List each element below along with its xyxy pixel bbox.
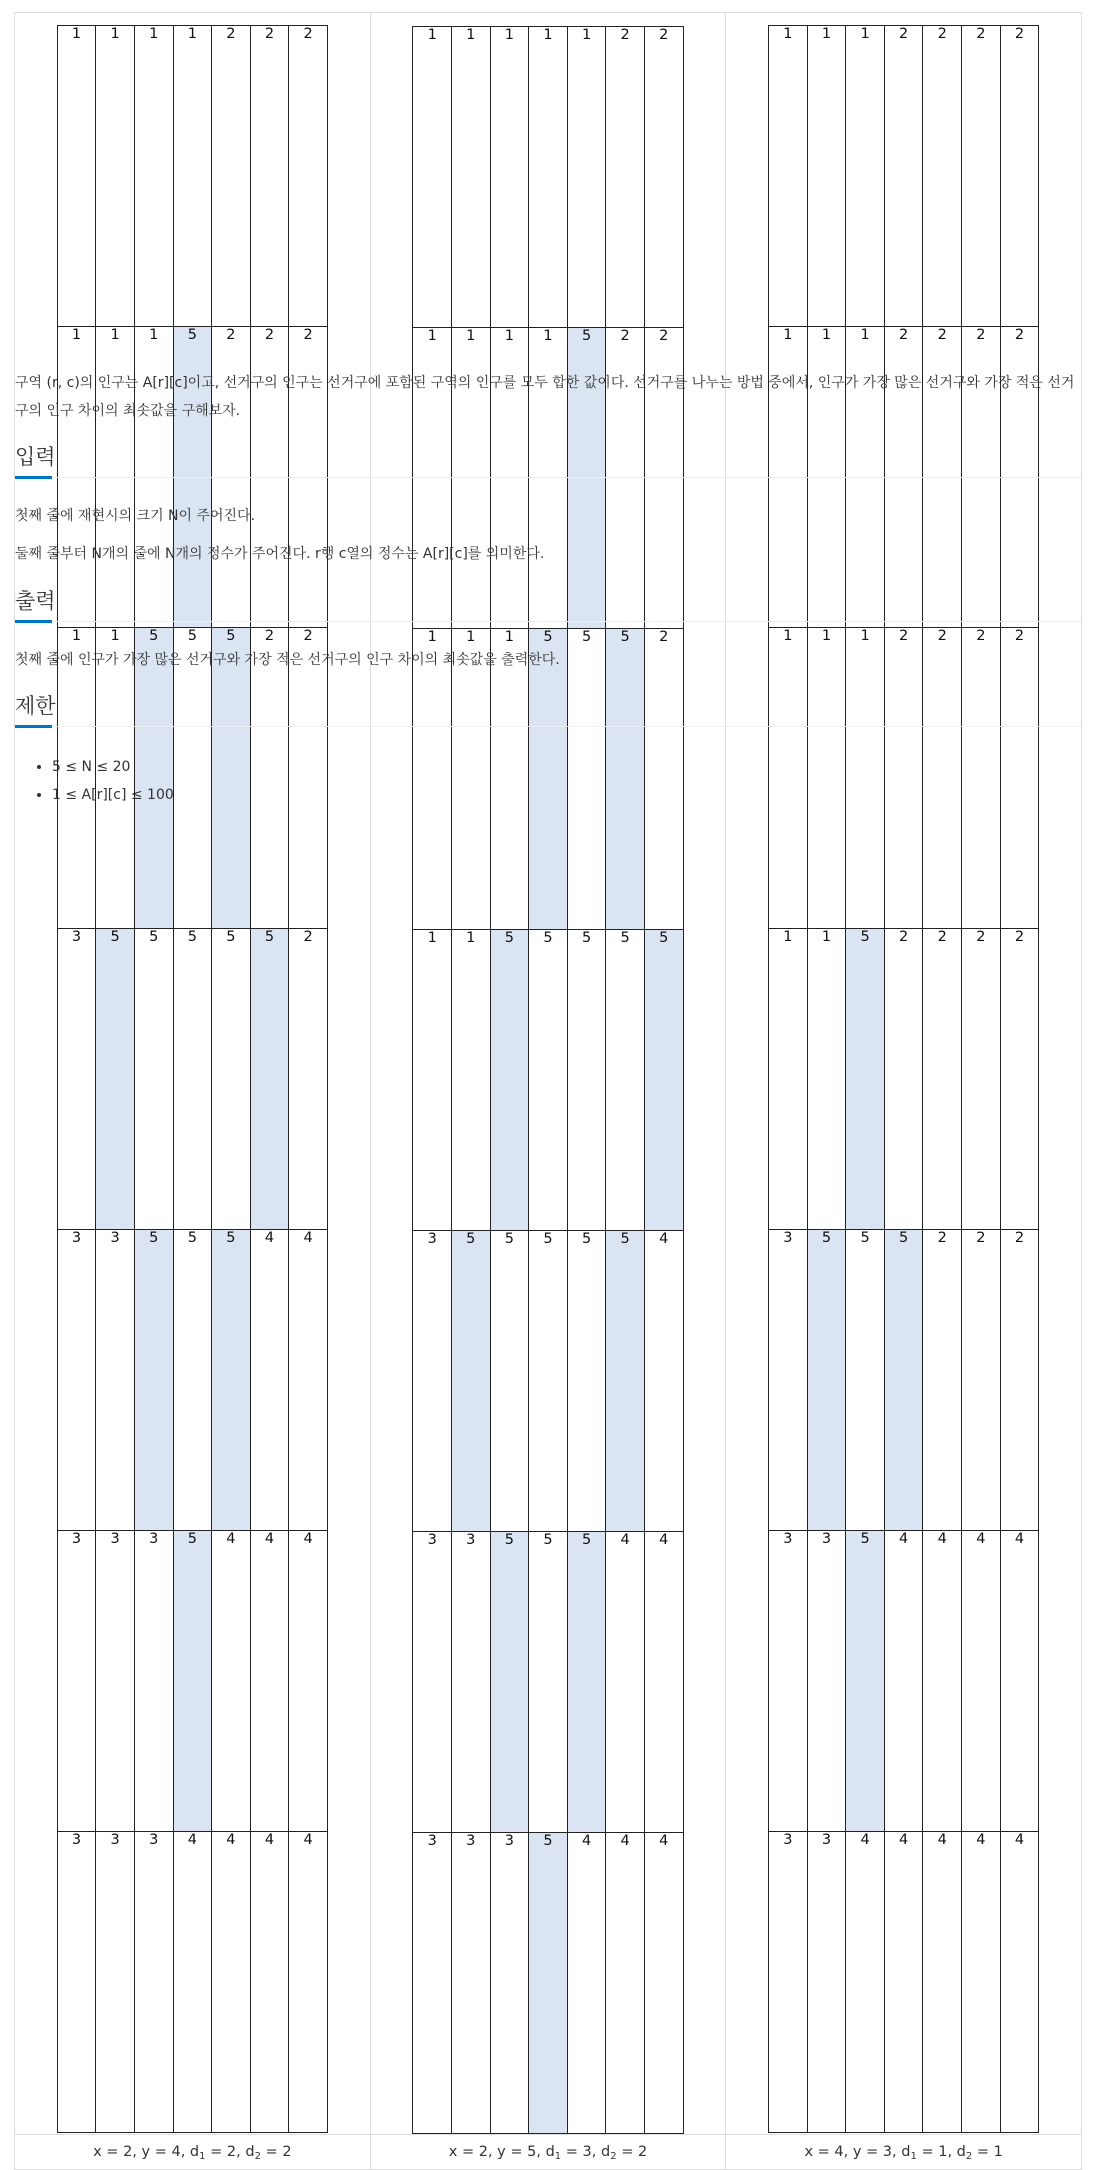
grid-cell: 5 bbox=[567, 328, 606, 629]
grid-cell: 3 bbox=[769, 1832, 808, 2133]
example-caption-3: x = 4, y = 3, $d_1 = 1$, $d_2 = 1$ bbox=[726, 2135, 1082, 2170]
grid-cell: 5 bbox=[567, 930, 606, 1231]
grid-cell: 1 bbox=[134, 26, 173, 327]
grid-cell: 3 bbox=[490, 1833, 529, 2134]
grid-cell: 1 bbox=[452, 328, 491, 629]
input-line-1: 첫째 줄에 재현시의 크기 N이 주어진다. bbox=[15, 508, 256, 524]
grid-cell: 2 bbox=[250, 327, 289, 628]
grid-cell: 3 bbox=[57, 1832, 96, 2133]
grid-cell: 1 bbox=[769, 628, 808, 929]
grid-cell: 1 bbox=[807, 929, 846, 1230]
section-underline bbox=[15, 620, 52, 623]
grid-cell: 1 bbox=[567, 27, 606, 328]
grid-cell: 2 bbox=[606, 27, 645, 328]
grid-cell: 5 bbox=[567, 1231, 606, 1532]
grid-cell: 1 bbox=[846, 327, 885, 628]
grid-cell: 2 bbox=[212, 327, 251, 628]
limit-item: • 1 ≤ A[r][c] ≤ 100 bbox=[52, 781, 174, 809]
grid-cell: 5 bbox=[567, 629, 606, 930]
grid-cell: 5 bbox=[606, 930, 645, 1231]
grid-row bbox=[769, 26, 1039, 327]
grid-cell: 4 bbox=[173, 1832, 212, 2133]
grid-cell: 1 bbox=[452, 629, 491, 930]
grid-cell: 5 bbox=[846, 1230, 885, 1531]
grid-cell: 3 bbox=[807, 1531, 846, 1832]
input-section-header bbox=[15, 441, 1083, 478]
grid-cell: 2 bbox=[962, 1230, 1001, 1531]
grid-cell: 5 bbox=[134, 628, 173, 929]
grid-cell: 5 bbox=[173, 929, 212, 1230]
grid-cell: 3 bbox=[57, 1531, 96, 1832]
grid-cell: 2 bbox=[884, 929, 923, 1230]
input-line-2: 둘째 줄부터 N개의 줄에 N개의 정수가 주어진다. r행 c열의 정수는 A[r][c]를 의미한다. bbox=[15, 546, 545, 562]
grid-cell: 1 bbox=[413, 27, 452, 328]
grid-cell: 5 bbox=[567, 1532, 606, 1833]
grid-cell: 2 bbox=[1000, 327, 1039, 628]
grid-cell: 5 bbox=[884, 1230, 923, 1531]
output-section-header bbox=[15, 585, 1083, 622]
caption-x: 2 bbox=[123, 2144, 133, 2160]
grid-cell: 4 bbox=[289, 1230, 328, 1531]
grid-cell: 1 bbox=[807, 26, 846, 327]
grid-cell: 3 bbox=[413, 1231, 452, 1532]
grid-cell: 2 bbox=[884, 327, 923, 628]
grid-cell: 1 bbox=[846, 26, 885, 327]
grid-row bbox=[57, 1230, 327, 1531]
grid-cell: 5 bbox=[490, 1532, 529, 1833]
grid-cell: 5 bbox=[212, 1230, 251, 1531]
example-caption-2: x = 2, y = 5, $d_1 = 3$, $d_2 = 2$ bbox=[370, 2135, 726, 2170]
grid-cell: 3 bbox=[769, 1230, 808, 1531]
grid-cell: 4 bbox=[923, 1832, 962, 2133]
grid-cell: 3 bbox=[96, 1230, 135, 1531]
grid-cell: 5 bbox=[134, 1230, 173, 1531]
grid-cell: 1 bbox=[413, 930, 452, 1231]
grid-cell: 3 bbox=[769, 1531, 808, 1832]
grid-cell: 1 bbox=[96, 26, 135, 327]
grid-cell: 5 bbox=[490, 930, 529, 1231]
grid-cell: 3 bbox=[57, 929, 96, 1230]
caption-x: 4 bbox=[834, 2144, 844, 2160]
grid-cell: 4 bbox=[250, 1832, 289, 2133]
grid-cell: 2 bbox=[923, 26, 962, 327]
grid-cell: 2 bbox=[289, 628, 328, 929]
grid-cell: 5 bbox=[529, 1532, 568, 1833]
grid-cell: 5 bbox=[173, 1531, 212, 1832]
grid-cell: 2 bbox=[923, 1230, 962, 1531]
grid-cell: 5 bbox=[96, 929, 135, 1230]
grid-cell: 5 bbox=[529, 1231, 568, 1532]
problem-description: 구역 (r, c)의 인구는 A[r][c]이고, 선거구의 인구는 선거구에 포함된 구역의 인구를 모두 합한 값이다. 선거구를 나누는 방법 중에서, 인구가 가장 많은 선거구와 가장 적은 선거구의 인구 차이의 최솟값을 구해보자. bbox=[15, 375, 1075, 419]
caption-d1: 2 bbox=[226, 2144, 237, 2160]
grid-cell: 2 bbox=[644, 629, 683, 930]
grid-cell: 4 bbox=[250, 1531, 289, 1832]
grid-row bbox=[413, 1833, 683, 2134]
grid-cell: 4 bbox=[923, 1531, 962, 1832]
example-cell-3 bbox=[726, 13, 1082, 2135]
grid-cell: 4 bbox=[846, 1832, 885, 2133]
grid-cell: 2 bbox=[884, 628, 923, 929]
caption-x: 2 bbox=[478, 2144, 488, 2160]
grid-row bbox=[413, 930, 683, 1231]
grid-cell: 5 bbox=[173, 628, 212, 929]
section-underline bbox=[15, 725, 52, 728]
grid-cell: 3 bbox=[452, 1532, 491, 1833]
grid-cell: 4 bbox=[212, 1531, 251, 1832]
grid-cell: 4 bbox=[1000, 1531, 1039, 1832]
example-grid-1 bbox=[57, 25, 328, 2133]
grid-cell: 2 bbox=[606, 328, 645, 629]
grid-cell: 4 bbox=[884, 1531, 923, 1832]
caption-y: 3 bbox=[882, 2144, 893, 2160]
grid-cell: 1 bbox=[134, 327, 173, 628]
example-cell-2 bbox=[370, 13, 726, 2135]
grid-cell: 3 bbox=[413, 1833, 452, 2134]
limits-section-header bbox=[15, 690, 1083, 727]
grid-cell: 1 bbox=[452, 930, 491, 1231]
grid-cell: 1 bbox=[413, 629, 452, 930]
input-section-title: 입력 bbox=[15, 445, 56, 469]
grid-cell: 5 bbox=[529, 629, 568, 930]
grid-cell: 1 bbox=[490, 328, 529, 629]
grid-cell: 5 bbox=[490, 1231, 529, 1532]
grid-cell: 1 bbox=[413, 328, 452, 629]
limits-list bbox=[15, 753, 174, 809]
grid-cell: 5 bbox=[846, 1531, 885, 1832]
grid-cell: 4 bbox=[962, 1832, 1001, 2133]
grid-cell: 5 bbox=[606, 1231, 645, 1532]
grid-row bbox=[57, 1832, 327, 2133]
grid-cell: 5 bbox=[846, 929, 885, 1230]
grid-cell: 1 bbox=[96, 628, 135, 929]
grid-cell: 3 bbox=[96, 1531, 135, 1832]
grid-cell: 5 bbox=[529, 930, 568, 1231]
grid-row bbox=[57, 1531, 327, 1832]
grid-cell: 5 bbox=[452, 1231, 491, 1532]
grid-row bbox=[57, 26, 327, 327]
grid-cell: 5 bbox=[529, 1833, 568, 2134]
grid-row bbox=[413, 1231, 683, 1532]
grid-cell: 4 bbox=[644, 1231, 683, 1532]
example-cell-1 bbox=[15, 13, 371, 2135]
grid-cell: 3 bbox=[413, 1532, 452, 1833]
grid-cell: 4 bbox=[250, 1230, 289, 1531]
grid-cell: 2 bbox=[644, 27, 683, 328]
grid-cell: 3 bbox=[57, 1230, 96, 1531]
grid-cell: 5 bbox=[173, 1230, 212, 1531]
caption-d1: 3 bbox=[582, 2144, 592, 2160]
example-caption-1: x = 2, y = 4, $d_1 = 2$, $d_2 = 2$ bbox=[15, 2135, 371, 2170]
grid-cell: 2 bbox=[1000, 929, 1039, 1230]
grid-cell: 5 bbox=[212, 929, 251, 1230]
grid-cell: 2 bbox=[923, 327, 962, 628]
grid-cell: 2 bbox=[644, 328, 683, 629]
limit-item: • 5 ≤ N ≤ 20 bbox=[52, 753, 174, 781]
example-grid-2 bbox=[412, 26, 683, 2134]
grid-cell: 1 bbox=[769, 26, 808, 327]
caption-d2: 1 bbox=[993, 2144, 1003, 2160]
grid-cell: 5 bbox=[134, 929, 173, 1230]
grid-cell: 4 bbox=[884, 1832, 923, 2133]
grid-cell: 4 bbox=[289, 1832, 328, 2133]
grid-cell: 2 bbox=[212, 26, 251, 327]
caption-y: 5 bbox=[527, 2144, 537, 2160]
grid-cell: 1 bbox=[490, 27, 529, 328]
grid-cell: 2 bbox=[289, 929, 328, 1230]
caption-d2: 2 bbox=[637, 2144, 648, 2160]
caption-d2: 2 bbox=[282, 2144, 292, 2160]
grid-cell: 1 bbox=[846, 628, 885, 929]
grid-cell: 4 bbox=[1000, 1832, 1039, 2133]
grid-cell: 3 bbox=[134, 1531, 173, 1832]
grid-cell: 4 bbox=[606, 1833, 645, 2134]
grid-cell: 4 bbox=[962, 1531, 1001, 1832]
grid-cell: 4 bbox=[606, 1532, 645, 1833]
grid-row bbox=[769, 1832, 1039, 2133]
grid-row bbox=[413, 27, 683, 328]
grid-cell: 5 bbox=[173, 327, 212, 628]
section-underline bbox=[15, 476, 52, 479]
grid-cell: 3 bbox=[807, 1832, 846, 2133]
grid-cell: 2 bbox=[923, 929, 962, 1230]
grid-cell: 5 bbox=[212, 628, 251, 929]
grid-cell: 5 bbox=[250, 929, 289, 1230]
example-grid-3 bbox=[768, 25, 1039, 2133]
grid-cell: 1 bbox=[807, 628, 846, 929]
output-line: 첫째 줄에 인구가 가장 많은 선거구와 가장 적은 선거구의 인구 차이의 최솟값을 출력한다. bbox=[15, 652, 560, 668]
grid-cell: 2 bbox=[289, 327, 328, 628]
grid-row bbox=[769, 1531, 1039, 1832]
grid-cell: 3 bbox=[96, 1832, 135, 2133]
grid-cell: 2 bbox=[250, 26, 289, 327]
grid-row bbox=[769, 1230, 1039, 1531]
grid-cell: 2 bbox=[962, 929, 1001, 1230]
grid-row bbox=[769, 929, 1039, 1230]
grid-cell: 1 bbox=[529, 27, 568, 328]
grid-cell: 4 bbox=[567, 1833, 606, 2134]
grid-cell: 2 bbox=[962, 26, 1001, 327]
grid-cell: 1 bbox=[96, 327, 135, 628]
grid-cell: 2 bbox=[1000, 1230, 1039, 1531]
grid-cell: 4 bbox=[212, 1832, 251, 2133]
grid-cell: 1 bbox=[57, 26, 96, 327]
grid-cell: 2 bbox=[962, 628, 1001, 929]
grid-cell: 2 bbox=[884, 26, 923, 327]
grid-cell: 4 bbox=[644, 1532, 683, 1833]
grid-cell: 2 bbox=[289, 26, 328, 327]
grid-row bbox=[413, 1532, 683, 1833]
grid-cell: 1 bbox=[452, 27, 491, 328]
grid-cell: 2 bbox=[923, 628, 962, 929]
grid-cell: 4 bbox=[644, 1833, 683, 2134]
grid-cell: 4 bbox=[289, 1531, 328, 1832]
grid-cell: 1 bbox=[173, 26, 212, 327]
grid-cell: 2 bbox=[250, 628, 289, 929]
grid-cell: 1 bbox=[57, 628, 96, 929]
grid-cell: 5 bbox=[644, 930, 683, 1231]
grid-row bbox=[57, 929, 327, 1230]
example-figure-table bbox=[14, 12, 1082, 2170]
grid-cell: 3 bbox=[452, 1833, 491, 2134]
grid-cell: 3 bbox=[134, 1832, 173, 2133]
grid-cell: 2 bbox=[962, 327, 1001, 628]
grid-cell: 1 bbox=[807, 327, 846, 628]
grid-cell: 1 bbox=[529, 328, 568, 629]
grid-cell: 5 bbox=[606, 629, 645, 930]
grid-cell: 1 bbox=[490, 629, 529, 930]
limits-section-title: 제한 bbox=[15, 694, 56, 718]
grid-cell: 1 bbox=[769, 327, 808, 628]
grid-cell: 5 bbox=[807, 1230, 846, 1531]
grid-cell: 1 bbox=[769, 929, 808, 1230]
caption-d1: 1 bbox=[938, 2144, 948, 2160]
output-section-title: 출력 bbox=[15, 589, 56, 613]
grid-cell: 2 bbox=[1000, 26, 1039, 327]
grid-cell: 1 bbox=[57, 327, 96, 628]
caption-y: 4 bbox=[171, 2144, 181, 2160]
grid-cell: 2 bbox=[1000, 628, 1039, 929]
